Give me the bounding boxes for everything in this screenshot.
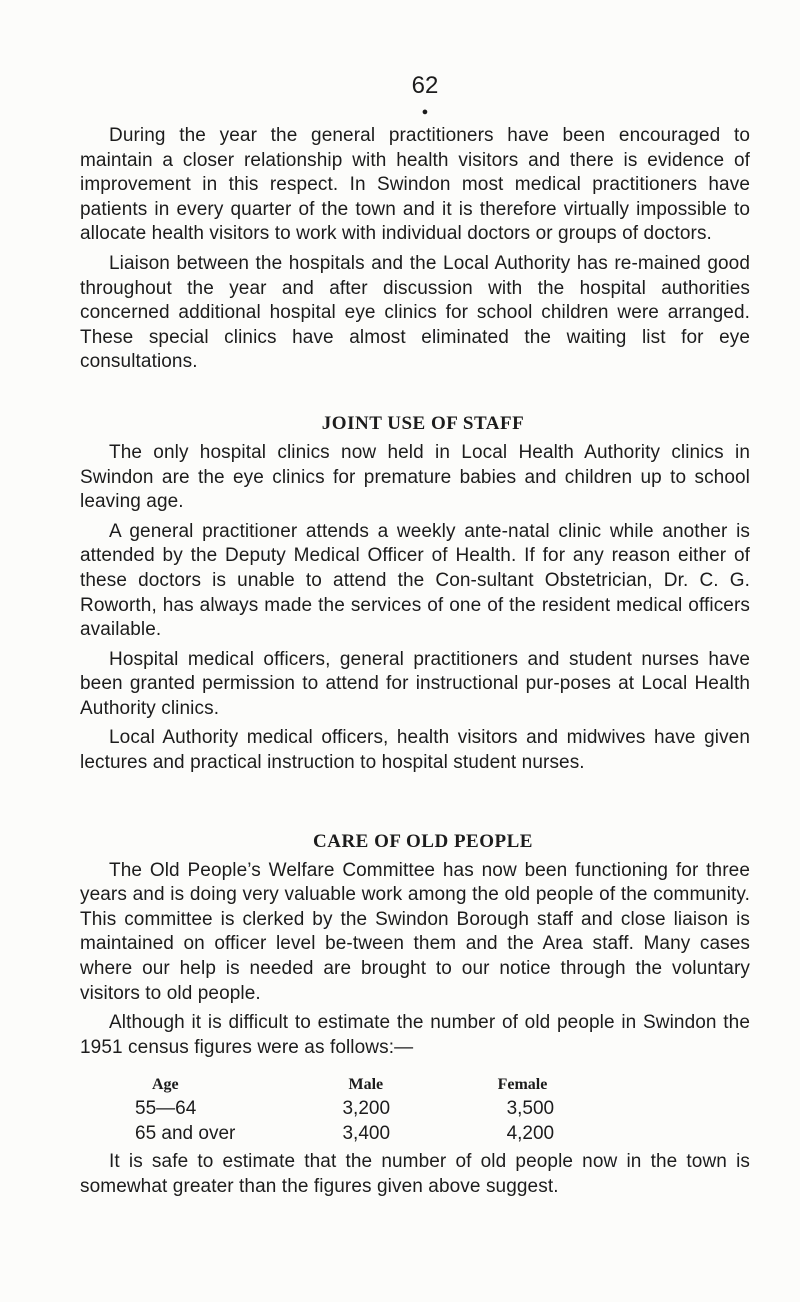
age-cell: 55—64 bbox=[135, 1098, 197, 1120]
census-table-header-row bbox=[80, 1074, 710, 1096]
female-cell: 3,500 bbox=[506, 1098, 555, 1120]
old-people-paragraph-2: Although it is difficult to estimate the number of old people in Swindon the 1951 census figures were as follows:— bbox=[80, 1012, 750, 1058]
female-cell: 4,200 bbox=[506, 1123, 555, 1145]
male-cell: 3,200 bbox=[342, 1098, 391, 1120]
old-people-closing-paragraph: It is safe to estimate that the number of old people now in the town is somewhat greater than the figures given above suggest. bbox=[80, 1151, 750, 1197]
column-header-female: Female bbox=[497, 1076, 548, 1094]
document-page bbox=[80, 72, 750, 1200]
old-people-paragraph-1: The Old People’s Welfare Committee has now been functioning for three years and is doing very valuable work among the old people of the community. This committee is clerked by the Swindon Borough staff and close liaison is maintained on officer level be-tween them and the Area staff. Many cases where our help is needed are brought to our notice through the voluntary visitors to old people. bbox=[80, 859, 750, 1004]
joint-use-paragraph-3: Hospital medical officers, general practitioners and student nurses have been granted permission to attend for instructional pur-poses at Local Health Authority clinics. bbox=[80, 648, 750, 719]
bullet-mark: ● bbox=[421, 106, 429, 118]
male-cell: 3,400 bbox=[342, 1123, 391, 1145]
census-table bbox=[80, 1074, 710, 1146]
section-heading-old-people: CARE OF OLD PEOPLE bbox=[313, 830, 533, 852]
column-header-age: Age bbox=[152, 1076, 179, 1094]
intro-paragraph-1: During the year the general practitioners have been encouraged to maintain a closer relationship with health visitors and there is evidence of improvement in this respect. In Swindon most medical practitioners have patients in every quarter of the town and it is therefore virtually impossible to allocate health visitors to work with individual doctors or groups of doctors. bbox=[80, 125, 750, 245]
page-number: 62 bbox=[411, 72, 439, 99]
age-cell: 65 and over bbox=[135, 1123, 236, 1145]
joint-use-paragraph-4: Local Authority medical officers, health visitors and midwives have given lectures and practical instruction to hospital student nurses. bbox=[80, 727, 750, 774]
joint-use-paragraph-1: The only hospital clinics now held in Local Health Authority clinics in Swindon are the eye clinics for premature babies and children up to school leaving age. bbox=[80, 441, 750, 513]
column-header-male: Male bbox=[348, 1076, 384, 1094]
section-heading-joint-use: JOINT USE OF STAFF bbox=[321, 412, 525, 434]
joint-use-paragraph-2: A general practitioner attends a weekly ante-natal clinic while another is attended by the Deputy Medical Officer of Health. If for any reason either of these doctors is unable to attend the Con-sultant Obstetrician, Dr. C. G. Roworth, has always made the services of one of the resident medical officers available. bbox=[80, 520, 750, 641]
table-row bbox=[80, 1096, 710, 1121]
intro-paragraph-2: Liaison between the hospitals and the Local Authority has re-mained good throughout the year and after discussion with the hospital authorities concerned additional hospital eye clinics for school children were arranged. These special clinics have almost eliminated the waiting list for eye consultations. bbox=[80, 252, 750, 373]
table-row bbox=[80, 1121, 710, 1146]
